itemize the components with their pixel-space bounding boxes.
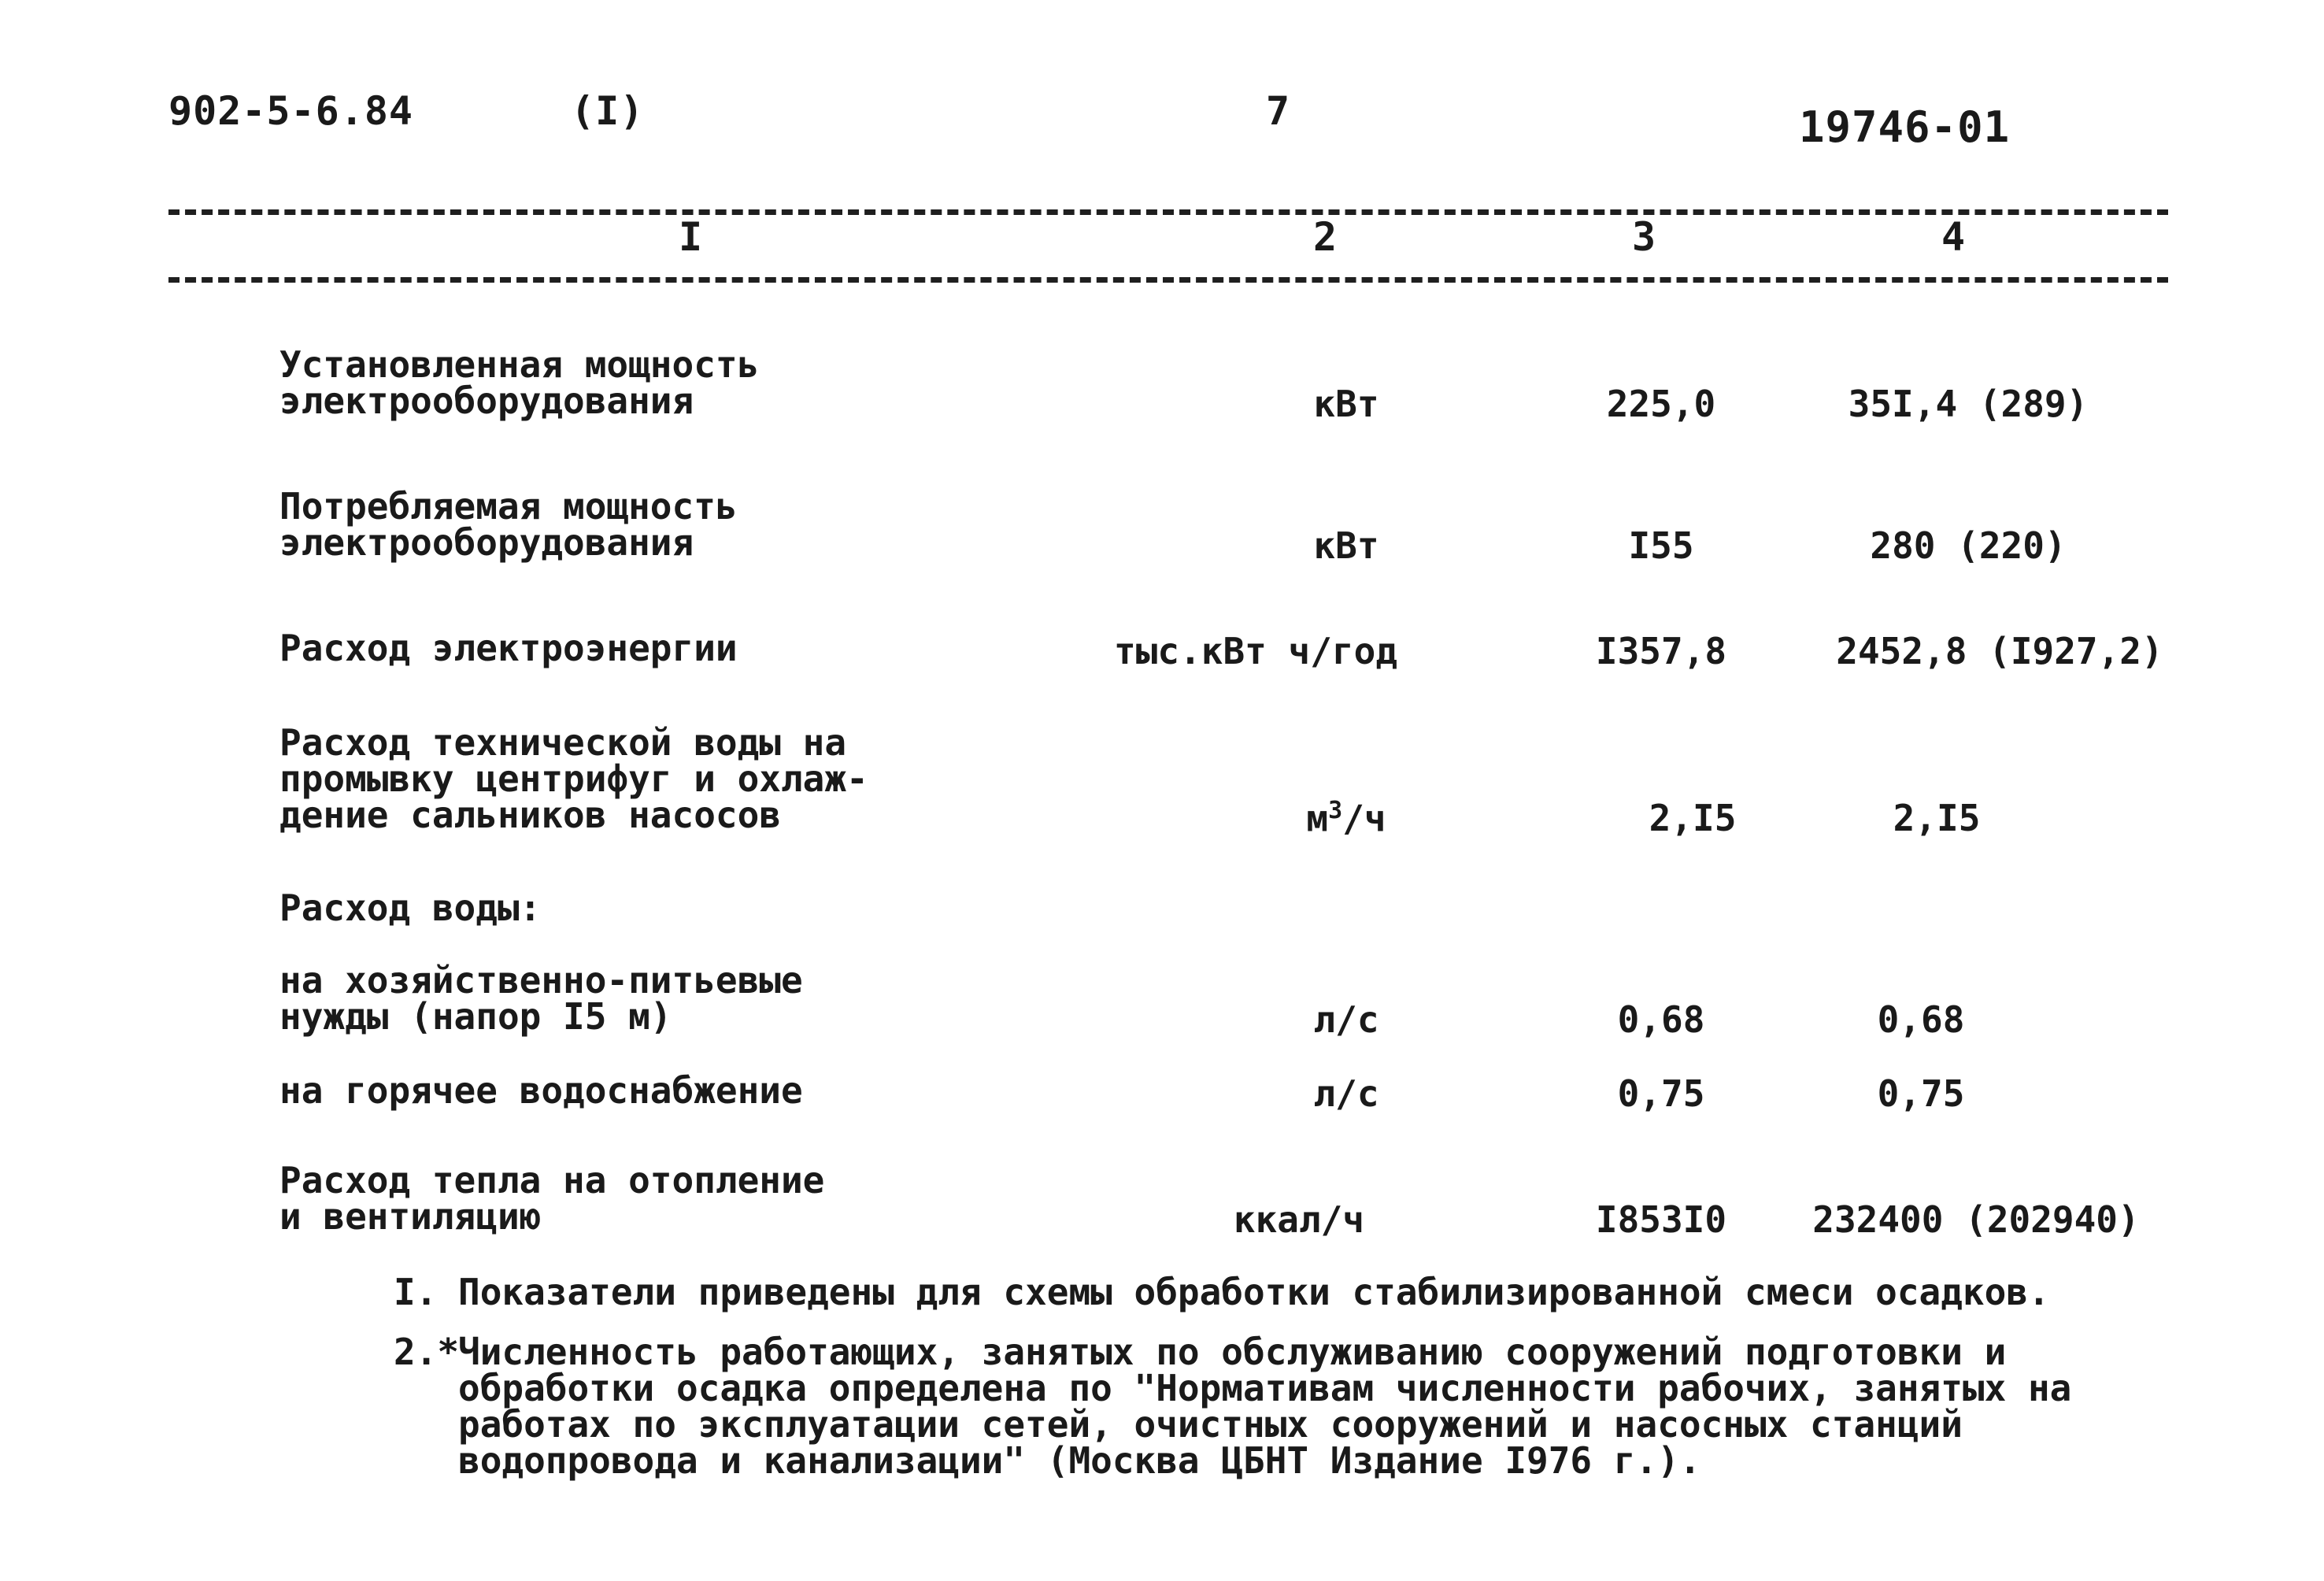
row-value-col3: 225,0 [1606, 383, 1716, 425]
row-value-col4: 2,I5 [1893, 797, 1981, 839]
row-value-col3: I853I0 [1595, 1198, 1727, 1241]
row-label: Расход электроэнергии [279, 627, 738, 669]
footnote [394, 1331, 2173, 1482]
column-number-1: I [679, 214, 703, 260]
row-value-col3: I357,8 [1595, 630, 1727, 672]
row-value-col4: 280 (220) [1870, 524, 2067, 567]
row-label: Потребляемая мощность электрооборудования [279, 485, 738, 564]
row-label: на хозяйственно-питьевые нужды (напор I5 м) [279, 959, 803, 1038]
row-unit: ккал/ч [1233, 1198, 1365, 1241]
unit-superscript: 3 [1328, 797, 1343, 824]
row-label: Расход воды: [279, 887, 542, 929]
row-unit: л/с [1313, 1072, 1379, 1115]
row-unit: кВт [1313, 524, 1379, 567]
row-unit [1228, 797, 1464, 839]
row-value-col3: 2,I5 [1649, 797, 1737, 839]
unit-tail: /ч [1342, 797, 1386, 840]
row-unit: л/с [1313, 998, 1379, 1041]
footnote [394, 1271, 2173, 1313]
footnote-text: Показатели приведены для схемы обработки стабилизированной смеси осадков. [458, 1271, 2050, 1313]
row-value-col4: 2452,8 (I927,2) [1836, 630, 2163, 672]
row-value-col3: 0,75 [1617, 1072, 1705, 1115]
row-unit: кВт [1313, 383, 1379, 425]
row-unit: тыс.кВт ч/год [1113, 630, 1398, 672]
row-value-col4: 35I,4 (289) [1848, 383, 2089, 425]
document-part: (I) [571, 88, 645, 134]
unit-base: м [1306, 797, 1329, 840]
row-value-col3: I55 [1628, 524, 1694, 567]
row-value-col4: 232400 (202940) [1812, 1198, 2140, 1241]
row-value-col3: 0,68 [1617, 998, 1705, 1041]
column-number-3: 3 [1632, 214, 1656, 260]
row-label: Расход тепла на отопление и вентиляцию [279, 1159, 825, 1238]
column-number-2: 2 [1313, 214, 1338, 260]
column-number-4: 4 [1941, 214, 1966, 260]
footnote-number: 2.* [394, 1331, 460, 1373]
page-number: 7 [1266, 88, 1291, 134]
archive-number: 19746-01 [1799, 102, 2011, 152]
document-code: 902-5-6.84 [168, 88, 414, 134]
row-value-col4: 0,68 [1877, 998, 1965, 1041]
row-label: Установленная мощность электрооборудования [279, 343, 760, 422]
footnotes [394, 1271, 2173, 1502]
header-divider-top [168, 209, 2168, 215]
header-divider-bottom [168, 277, 2168, 283]
row-value-col4: 0,75 [1877, 1072, 1965, 1115]
row-label: на горячее водоснабжение [279, 1069, 803, 1112]
footnote-number: I. [394, 1271, 438, 1313]
row-label: Расход технической воды на промывку центрифуг и охлаж- дение сальников насосов [279, 721, 868, 836]
footnote-text: Численность работающих, занятых по обслуживанию сооружений подготовки и обработки осадка определена по "Нормативам численности рабочих, занятых на работах по эксплуатации сетей, очистных сооружений и насосных станций водопровода и канализации" (Москва ЦБНТ Издание I976 г.). [458, 1331, 2072, 1482]
